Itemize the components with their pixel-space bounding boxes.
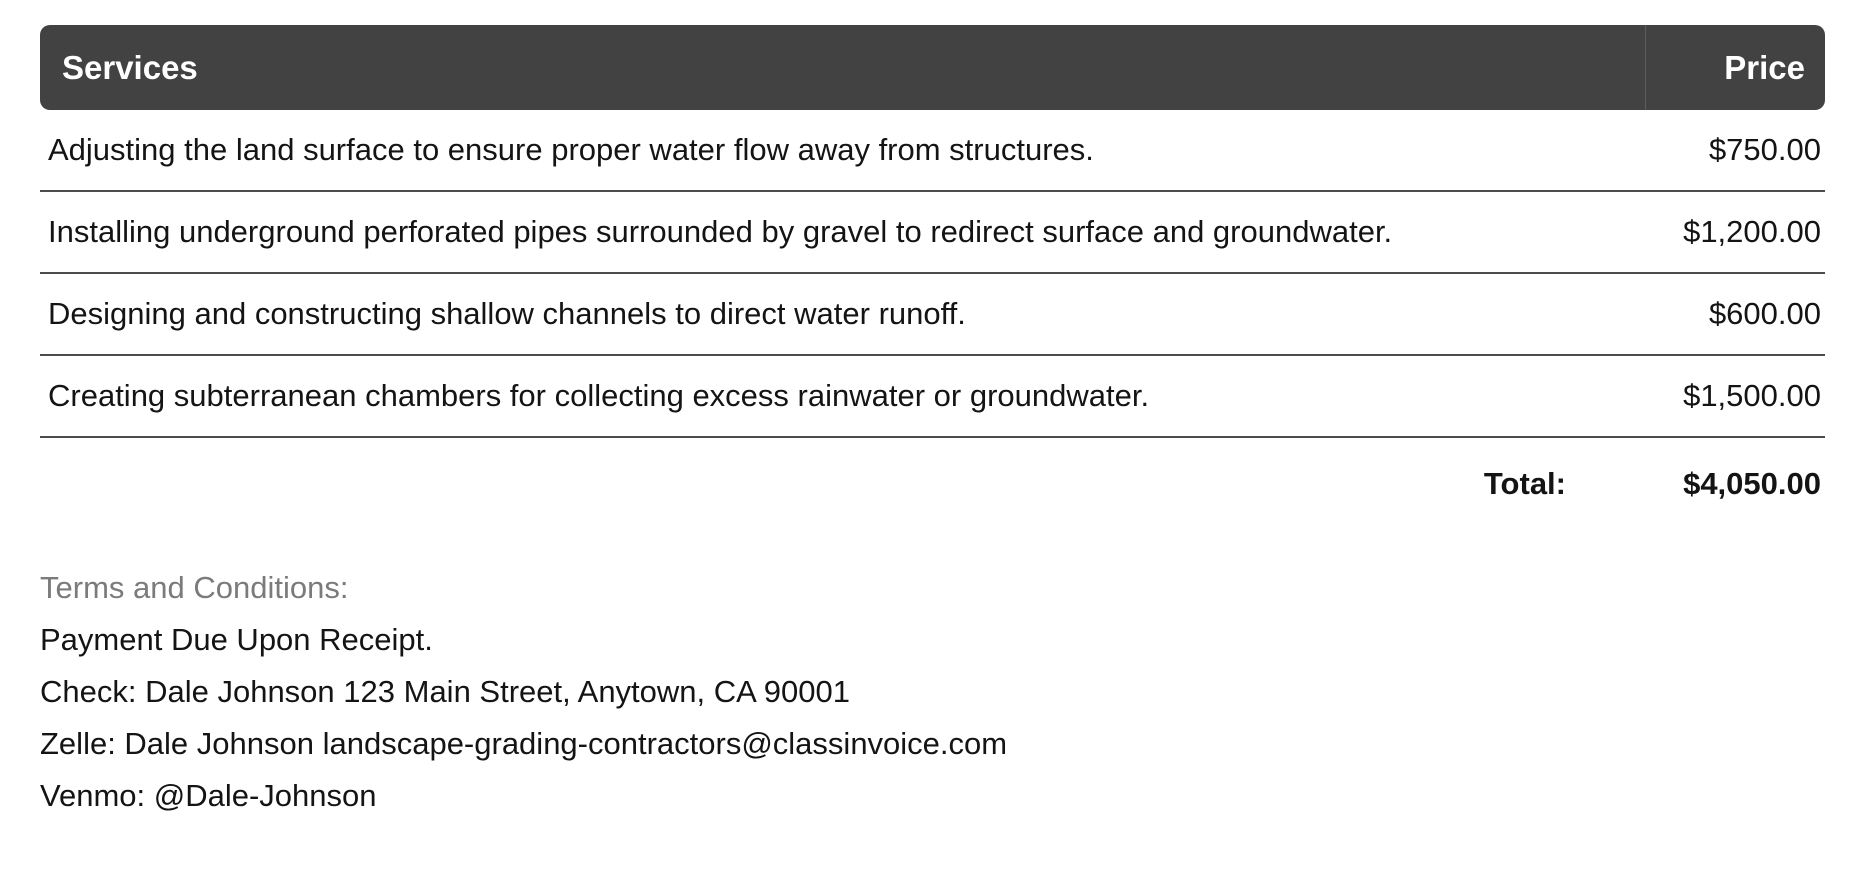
- service-price: $750.00: [1708, 132, 1821, 167]
- service-description: Installing underground perforated pipes surrounded by gravel to redirect surface and groundwater.: [48, 214, 1393, 249]
- table-header-row: [40, 25, 1825, 110]
- terms-line-check: Check: Dale Johnson 123 Main Street, Anytown, CA 90001: [40, 674, 850, 709]
- service-price: $600.00: [1708, 296, 1821, 331]
- table-row: [40, 274, 1825, 356]
- terms-line-zelle: Zelle: Dale Johnson landscape-grading-contractors@classinvoice.com: [40, 726, 1008, 761]
- service-description: Designing and constructing shallow channels to direct water runoff.: [48, 296, 966, 331]
- service-description: Adjusting the land surface to ensure proper water flow away from structures.: [48, 132, 1094, 167]
- terms-heading: Terms and Conditions:: [40, 570, 349, 605]
- terms-line-payment: Payment Due Upon Receipt.: [40, 622, 433, 657]
- total-value: $4,050.00: [1683, 466, 1821, 501]
- table-row: [40, 356, 1825, 438]
- header-cell-services: Services: [62, 48, 198, 86]
- terms-line-venmo: Venmo: @Dale-Johnson: [40, 778, 377, 813]
- table-row: [40, 192, 1825, 274]
- total-label: Total:: [1483, 466, 1566, 501]
- header-cell-price: Price: [1645, 25, 1825, 110]
- service-price: $1,500.00: [1683, 378, 1821, 413]
- service-price: $1,200.00: [1683, 214, 1821, 249]
- terms-section: [40, 562, 1825, 822]
- service-description: Creating subterranean chambers for collecting excess rainwater or groundwater.: [48, 378, 1150, 413]
- services-table: [40, 25, 1825, 502]
- table-row: [40, 110, 1825, 192]
- total-row: [40, 438, 1825, 502]
